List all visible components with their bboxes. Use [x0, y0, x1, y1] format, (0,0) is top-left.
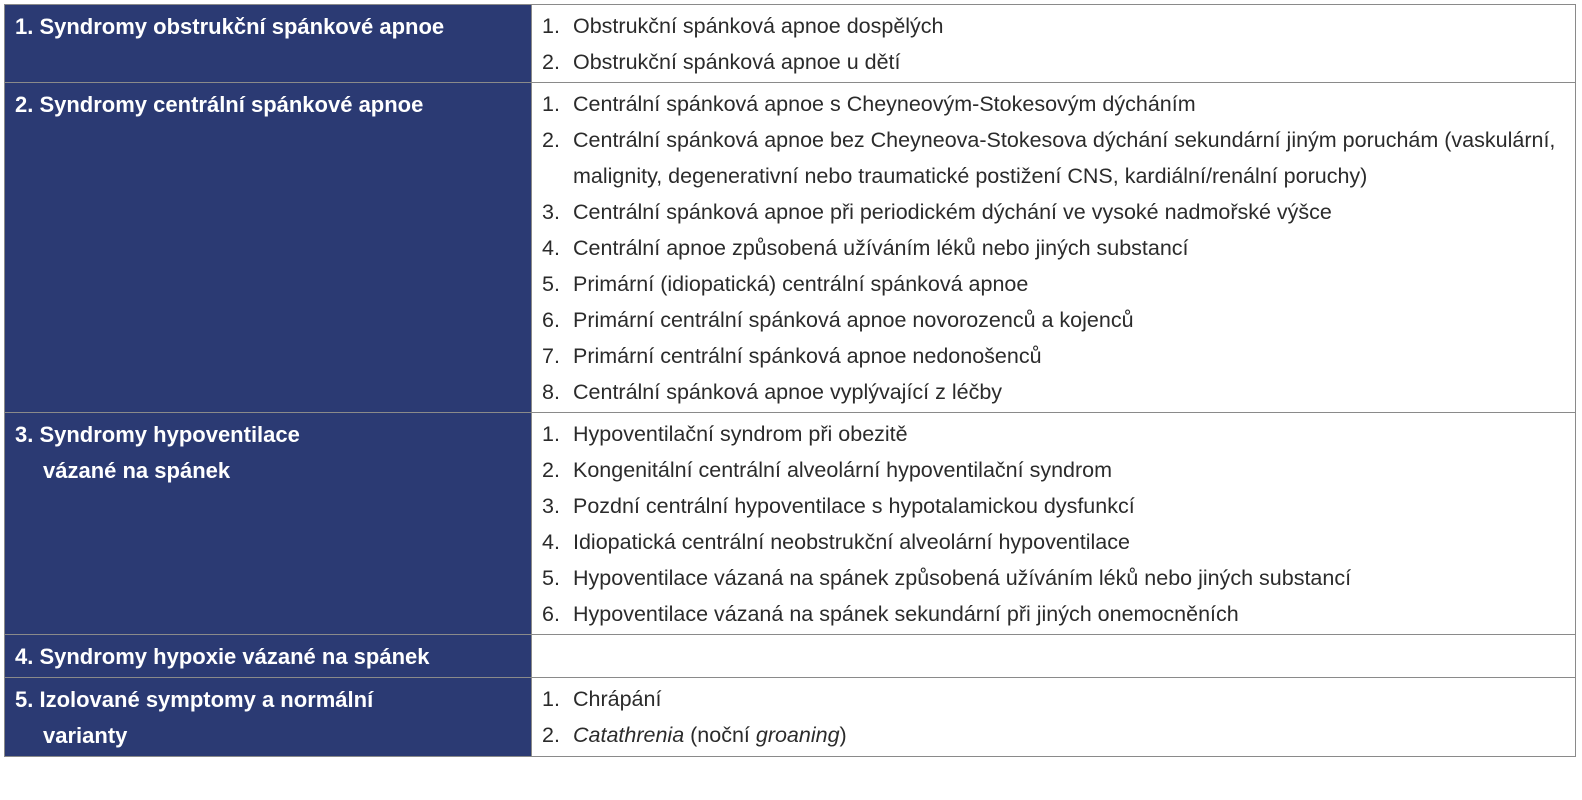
list-item: [542, 717, 1565, 753]
list-item: [542, 8, 1565, 44]
item-text: Hypoventilace vázaná na spánek způsobená užíváním léků nebo jiných substancí: [573, 566, 1352, 590]
category-cell: [5, 5, 532, 83]
list-item: [542, 338, 1565, 374]
item-number: 5.: [542, 566, 560, 590]
category-cell: [5, 413, 532, 635]
table-row: [5, 635, 1576, 678]
item-text: Chrápání: [573, 687, 662, 711]
item-number: 1.: [542, 422, 560, 446]
list-item: [542, 681, 1565, 717]
list-item: [542, 44, 1565, 80]
category-label: 4. Syndromy hypoxie vázané na spánek: [15, 644, 430, 669]
category-label-line: 5. Izolované symptomy a normální: [15, 687, 374, 712]
category-cell: [5, 635, 532, 678]
list-item: [542, 416, 1565, 452]
items-list: [542, 416, 1565, 632]
item-number: 2.: [542, 458, 560, 482]
category-label-line: varianty: [43, 723, 128, 748]
item-text: Hypoventilace vázaná na spánek sekundární při jiných onemocněních: [573, 602, 1239, 626]
item-text: Centrální spánková apnoe s Cheyneovým-Stokesovým dýcháním: [573, 92, 1196, 116]
list-item: [542, 194, 1565, 230]
item-text: Obstrukční spánková apnoe dospělých: [573, 14, 944, 38]
item-number: 3.: [542, 200, 560, 224]
items-cell: [532, 635, 1576, 678]
item-number: 2.: [542, 50, 560, 74]
item-number: 5.: [542, 272, 560, 296]
list-item: [542, 524, 1565, 560]
item-text: Primární (idiopatická) centrální spánková apnoe: [573, 272, 1029, 296]
category-cell: [5, 678, 532, 757]
list-item: [542, 452, 1565, 488]
list-item: [542, 560, 1565, 596]
item-text: (noční: [684, 723, 756, 747]
items-list: [542, 8, 1565, 80]
category-label: 2. Syndromy centrální spánkové apnoe: [15, 92, 424, 117]
table-row: [5, 83, 1576, 413]
list-item: [542, 374, 1565, 410]
item-number: 2.: [542, 128, 560, 152]
item-number: 6.: [542, 308, 560, 332]
items-cell: [532, 678, 1576, 757]
item-text: Hypoventilační syndrom při obezitě: [573, 422, 908, 446]
item-text: Primární centrální spánková apnoe novorozenců a kojenců: [573, 308, 1134, 332]
list-item: [542, 302, 1565, 338]
category-cell: [5, 83, 532, 413]
item-text: Kongenitální centrální alveolární hypoventilační syndrom: [573, 458, 1113, 482]
item-text: Primární centrální spánková apnoe nedonošenců: [573, 344, 1042, 368]
list-item: [542, 230, 1565, 266]
table-row: [5, 678, 1576, 757]
category-label-line: 3. Syndromy hypoventilace: [15, 422, 300, 447]
items-list: [542, 681, 1565, 753]
item-number: 2.: [542, 723, 560, 747]
item-number: 4.: [542, 530, 560, 554]
list-item: [542, 596, 1565, 632]
list-item: [542, 122, 1565, 194]
item-number: 6.: [542, 602, 560, 626]
item-number: 4.: [542, 236, 560, 260]
list-item: [542, 488, 1565, 524]
sleep-disorders-table: [4, 4, 1576, 757]
item-text: Pozdní centrální hypoventilace s hypotalamickou dysfunkcí: [573, 494, 1135, 518]
category-label-line: vázané na spánek: [43, 458, 231, 483]
items-list: [542, 86, 1565, 410]
table-row: [5, 413, 1576, 635]
item-number: 3.: [542, 494, 560, 518]
item-number: 1.: [542, 14, 560, 38]
category-label: 1. Syndromy obstrukční spánkové apnoe: [15, 14, 445, 39]
item-text-italic: groaning: [755, 723, 840, 747]
item-text: Obstrukční spánková apnoe u dětí: [573, 50, 901, 74]
list-item: [542, 86, 1565, 122]
item-text: ): [839, 723, 847, 747]
item-text-italic: Catathrenia: [573, 723, 685, 747]
item-text: Centrální spánková apnoe při periodickém dýchání ve vysoké nadmořské výšce: [573, 200, 1332, 224]
item-number: 1.: [542, 687, 560, 711]
items-cell: [532, 413, 1576, 635]
items-cell: [532, 5, 1576, 83]
item-number: 8.: [542, 380, 560, 404]
item-text: Centrální apnoe způsobená užíváním léků nebo jiných substancí: [573, 236, 1189, 260]
table-row: [5, 5, 1576, 83]
items-cell: [532, 83, 1576, 413]
item-text: Centrální spánková apnoe bez Cheyneova-Stokesova dýchání sekundární jiným poruchám (vaskulární, malignity, degenerativní nebo traumatické postižení CNS, kardiální/renální poruchy): [573, 128, 1556, 188]
item-text: Centrální spánková apnoe vyplývající z léčby: [573, 380, 1003, 404]
list-item: [542, 266, 1565, 302]
item-text: Idiopatická centrální neobstrukční alveolární hypoventilace: [573, 530, 1130, 554]
item-number: 7.: [542, 344, 560, 368]
item-number: 1.: [542, 92, 560, 116]
